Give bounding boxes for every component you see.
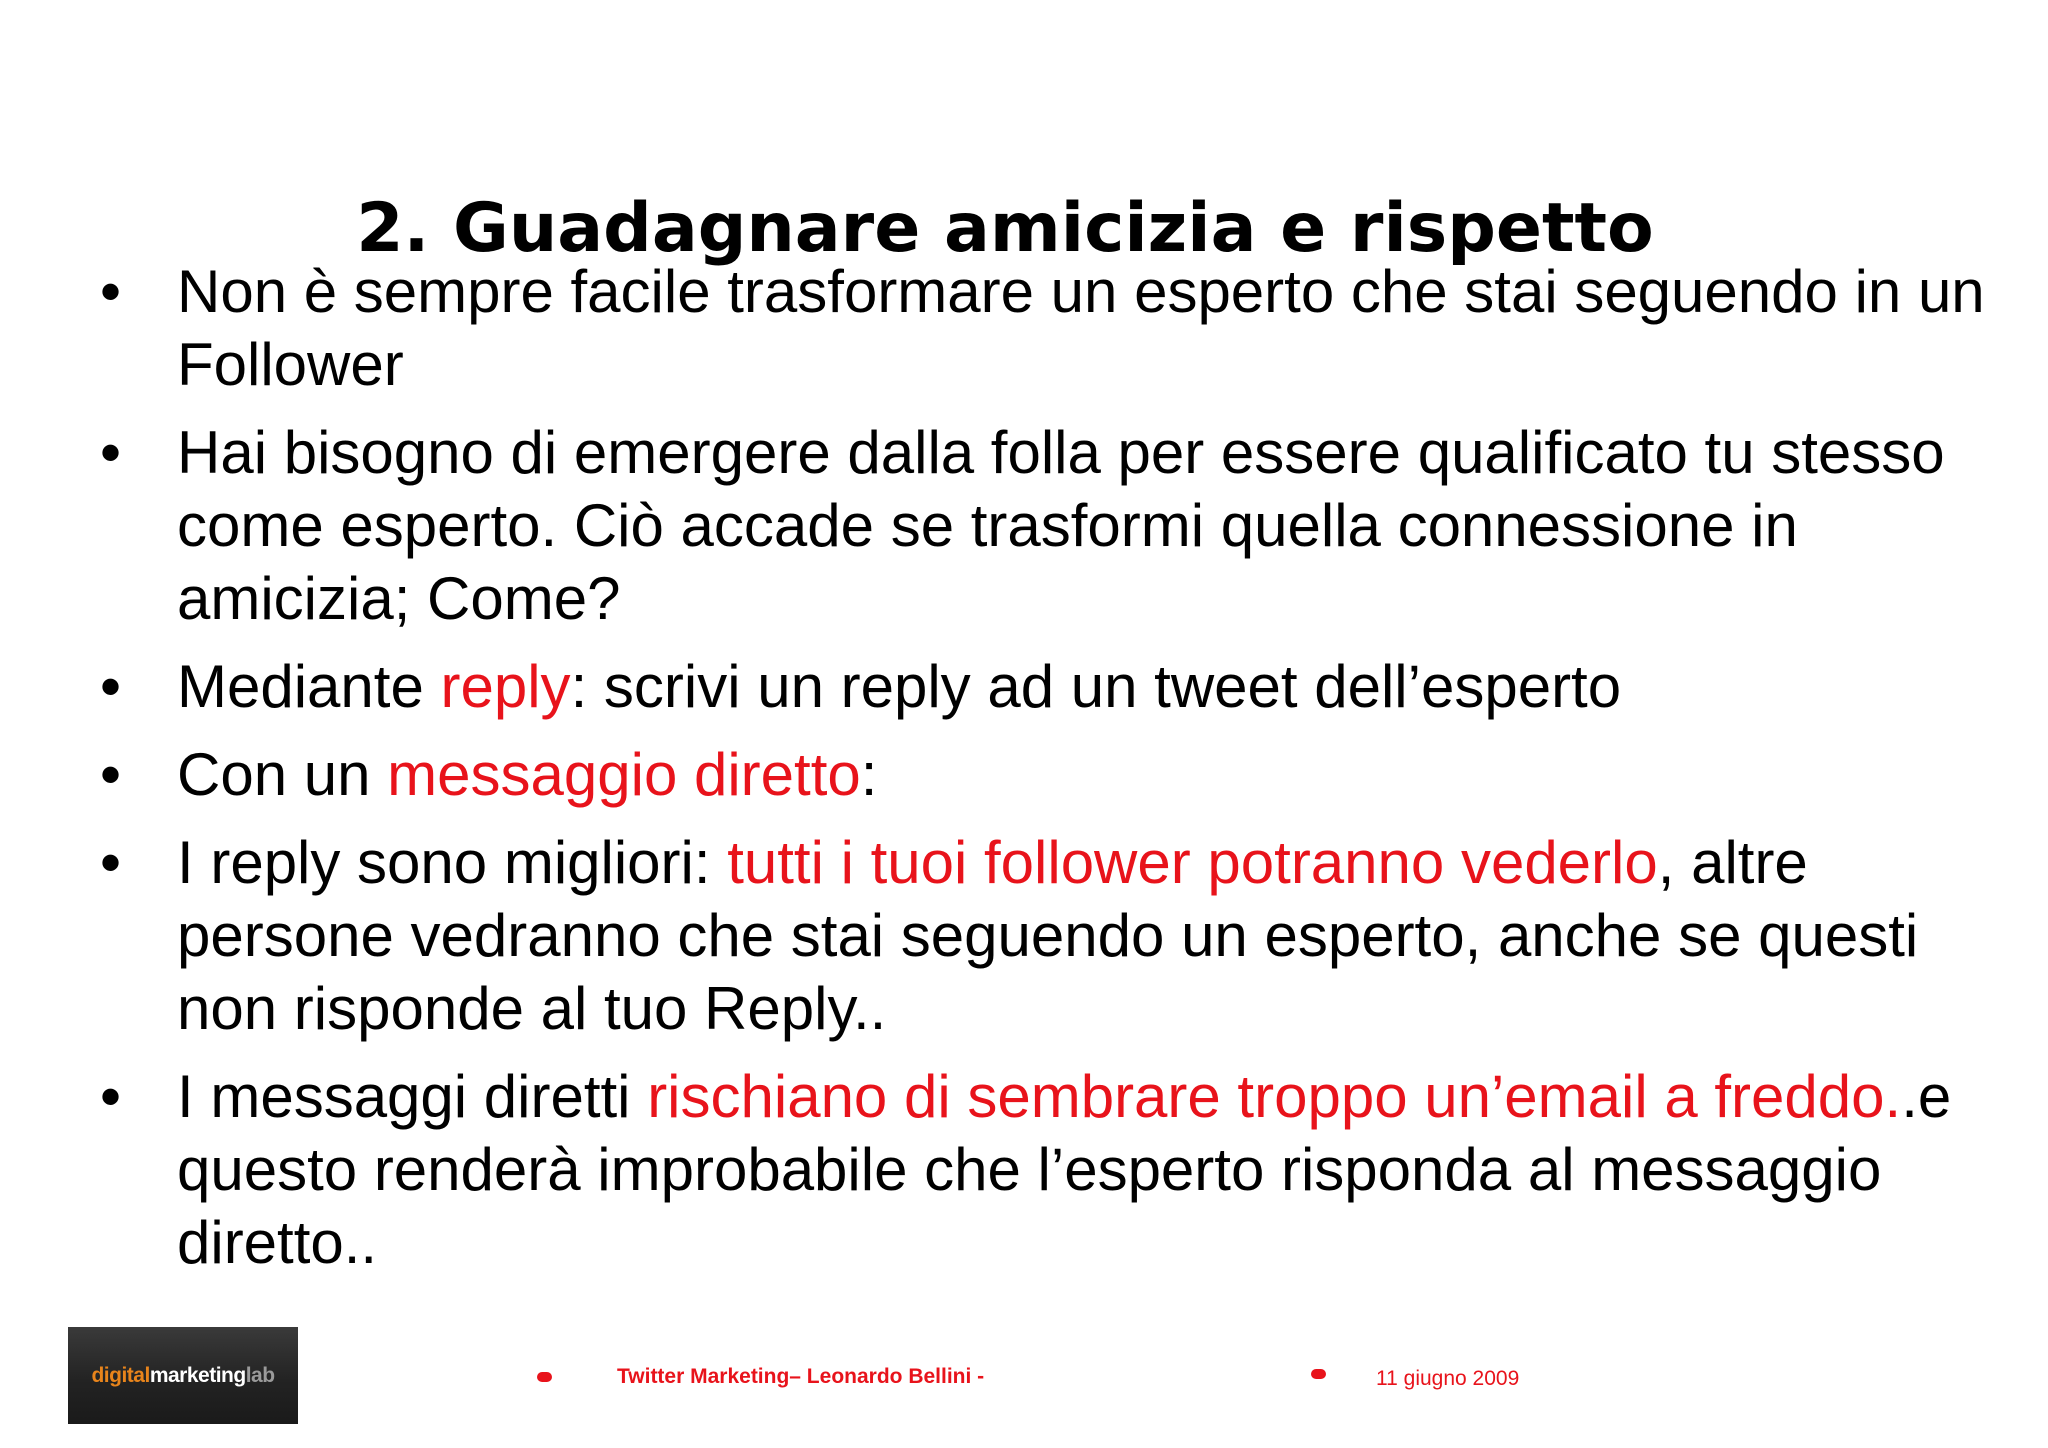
bullet-icon: • — [100, 829, 122, 896]
bullet-phrase: : scrivi un reply ad un tweet dell’esperto — [570, 653, 1622, 720]
logo-text-lab: lab — [245, 1363, 275, 1387]
bullet-phrase: I messaggi diretti — [177, 1063, 648, 1130]
bullet-phrase: Non è sempre facile trasformare un esperto che stai seguendo in un Follower — [177, 258, 1985, 398]
footer-marker-icon — [1311, 1369, 1326, 1379]
bullet-item — [0, 416, 2048, 635]
bullet-text — [177, 826, 2028, 1045]
bullet-item — [0, 738, 2048, 811]
bullet-text — [177, 1060, 2028, 1279]
highlighted-phrase: rischiano di sembrare troppo un’email a freddo. — [647, 1063, 1902, 1130]
bullet-item — [0, 1060, 2048, 1279]
bullet-text — [177, 650, 2028, 723]
bullet-text — [177, 416, 2028, 635]
bullet-text — [177, 255, 2028, 401]
bullet-phrase: I reply sono migliori: — [177, 829, 728, 896]
bullet-item — [0, 826, 2048, 1045]
bullet-phrase: Hai bisogno di emergere dalla folla per essere qualificato tu stesso come esperto. Ciò accade se trasformi quella connessione in amicizia; Come? — [177, 419, 1945, 632]
bullet-item — [0, 255, 2048, 401]
bullet-icon: • — [100, 653, 122, 720]
bullet-icon: • — [100, 258, 122, 325]
bullet-phrase: .e questo renderà improbabile che l’esperto risponda al messaggio diretto.. — [177, 1063, 1952, 1276]
bullet-phrase: Mediante — [177, 653, 441, 720]
bullet-phrase: : — [860, 741, 878, 808]
slide-title: 2. Guadagnare amicizia e rispetto — [356, 188, 1654, 268]
footer-marker-icon — [537, 1372, 552, 1382]
highlighted-phrase: reply — [440, 653, 571, 720]
footer-presenter: Twitter Marketing– Leonardo Bellini - — [617, 1365, 985, 1388]
logo-wordmark — [91, 1364, 274, 1388]
highlighted-phrase: messaggio diretto — [387, 741, 861, 808]
bullet-item — [0, 650, 2048, 723]
footer-date: 11 giugno 2009 — [1376, 1367, 1520, 1390]
bullet-phrase: , altre persone vedranno che stai seguendo un esperto, anche se questi non risponde al tuo Reply.. — [177, 829, 1919, 1042]
logo-text-digital: digital — [91, 1363, 150, 1387]
bullet-phrase: Con un — [177, 741, 388, 808]
bullet-list — [0, 255, 2048, 1294]
bullet-text — [177, 738, 2028, 811]
digitalmarketinglab-logo — [68, 1327, 298, 1424]
logo-text-marketing: marketing — [149, 1363, 246, 1387]
bullet-icon: • — [100, 419, 122, 486]
bullet-icon: • — [100, 741, 122, 808]
highlighted-phrase: tutti i tuoi follower potranno vederlo — [727, 829, 1658, 896]
bullet-icon: • — [100, 1063, 122, 1130]
